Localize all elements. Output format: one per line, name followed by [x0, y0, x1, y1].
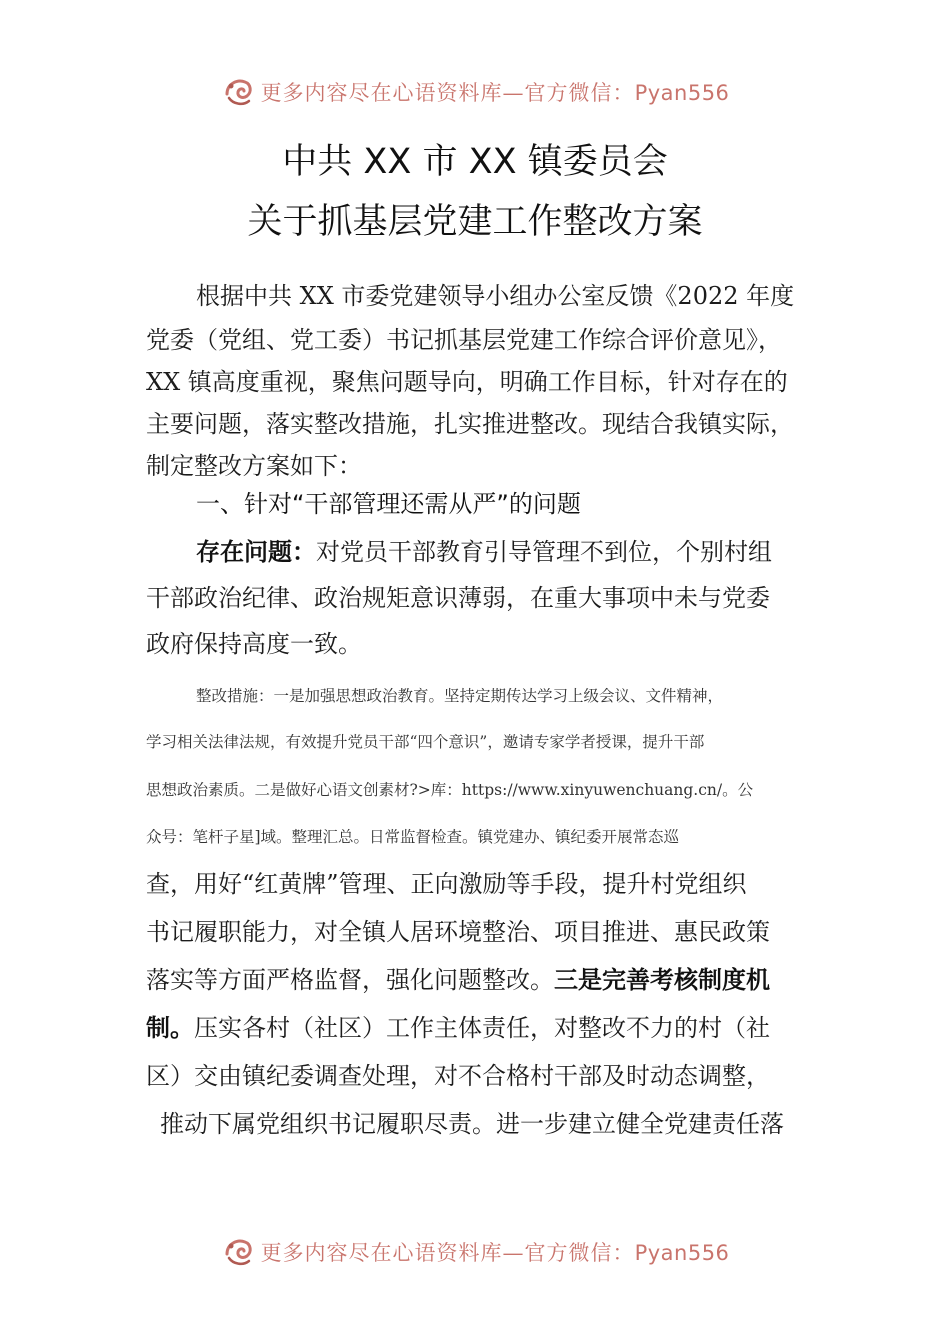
measures-line: 推动下属党组织书记履职尽责。进一步建立健全党建责任落: [160, 1110, 784, 1138]
measures-line: 落实等方面严格监督，强化问题整改。三是完善考核制度机: [146, 966, 770, 994]
intro-line: 制定整改方案如下：: [146, 452, 362, 480]
intro-line: 党委（党组、党工委）书记抓基层党建工作综合评价意见》，: [146, 326, 782, 354]
problem-line: 存在问题：对党员干部教育引导管理不到位，个别村组: [196, 538, 772, 566]
document-title-line2: 关于抓基层党建工作整改方案: [247, 202, 703, 242]
problem-label: 存在问题：: [196, 538, 316, 566]
brush-logo-icon: [221, 1234, 257, 1270]
measures-small-line: 学习相关法律法规，有效提升党员干部“四个意识”，邀请专家学者授课，提升干部: [146, 733, 705, 751]
watermark-text: 更多内容尽在心语资料库—官方微信：Pyan556: [260, 1241, 730, 1265]
footer-watermark: [0, 1232, 950, 1272]
section-heading: 一、针对“干部管理还需从严”的问题: [196, 490, 581, 518]
measures-line: 制。压实各村（社区）工作主体责任，对整改不力的村（社: [146, 1014, 770, 1042]
watermark-text: 更多内容尽在心语资料库—官方微信：Pyan556: [260, 81, 730, 105]
measures-line: 查，用好“红黄牌”管理、正向激励等手段，提升村党组织: [146, 870, 747, 898]
intro-line: 根据中共 XX 市委党建领导小组办公室反馈《2022 年度: [196, 282, 795, 310]
brush-logo-icon: [221, 74, 257, 110]
measure3-label: 三是完善考核制度机: [554, 966, 770, 994]
header-watermark: [0, 72, 950, 112]
problem-line: 政府保持高度一致。: [146, 630, 362, 658]
problem-line: 干部政治纪律、政治规矩意识薄弱，在重大事项中未与党委: [146, 584, 770, 612]
measures-line: 书记履职能力，对全镇人居环境整治、项目推进、惠民政策: [146, 918, 770, 946]
measures-line: 区）交由镇纪委调查处理，对不合格村干部及时动态调整，: [146, 1062, 770, 1090]
document-title-line1: 中共 XX 市 XX 镇委员会: [282, 142, 668, 182]
measures-small-line: 思想政治素质。二是做好心语文创素材?>库：https://www.xinyuwenchuang.cn/。公: [146, 781, 754, 799]
intro-line: XX 镇高度重视，聚焦问题导向，明确工作目标，针对存在的: [146, 368, 788, 396]
measures-small-line: 整改措施：一是加强思想政治教育。坚持定期传达学习上级会议、文件精神，: [196, 687, 724, 705]
measures-small-line: 众号：笔杆子星]域。整理汇总。日常监督检查。镇党建办、镇纪委开展常态巡: [146, 828, 680, 846]
intro-line: 主要问题，落实整改措施，扎实推进整改。现结合我镇实际，: [146, 410, 794, 438]
